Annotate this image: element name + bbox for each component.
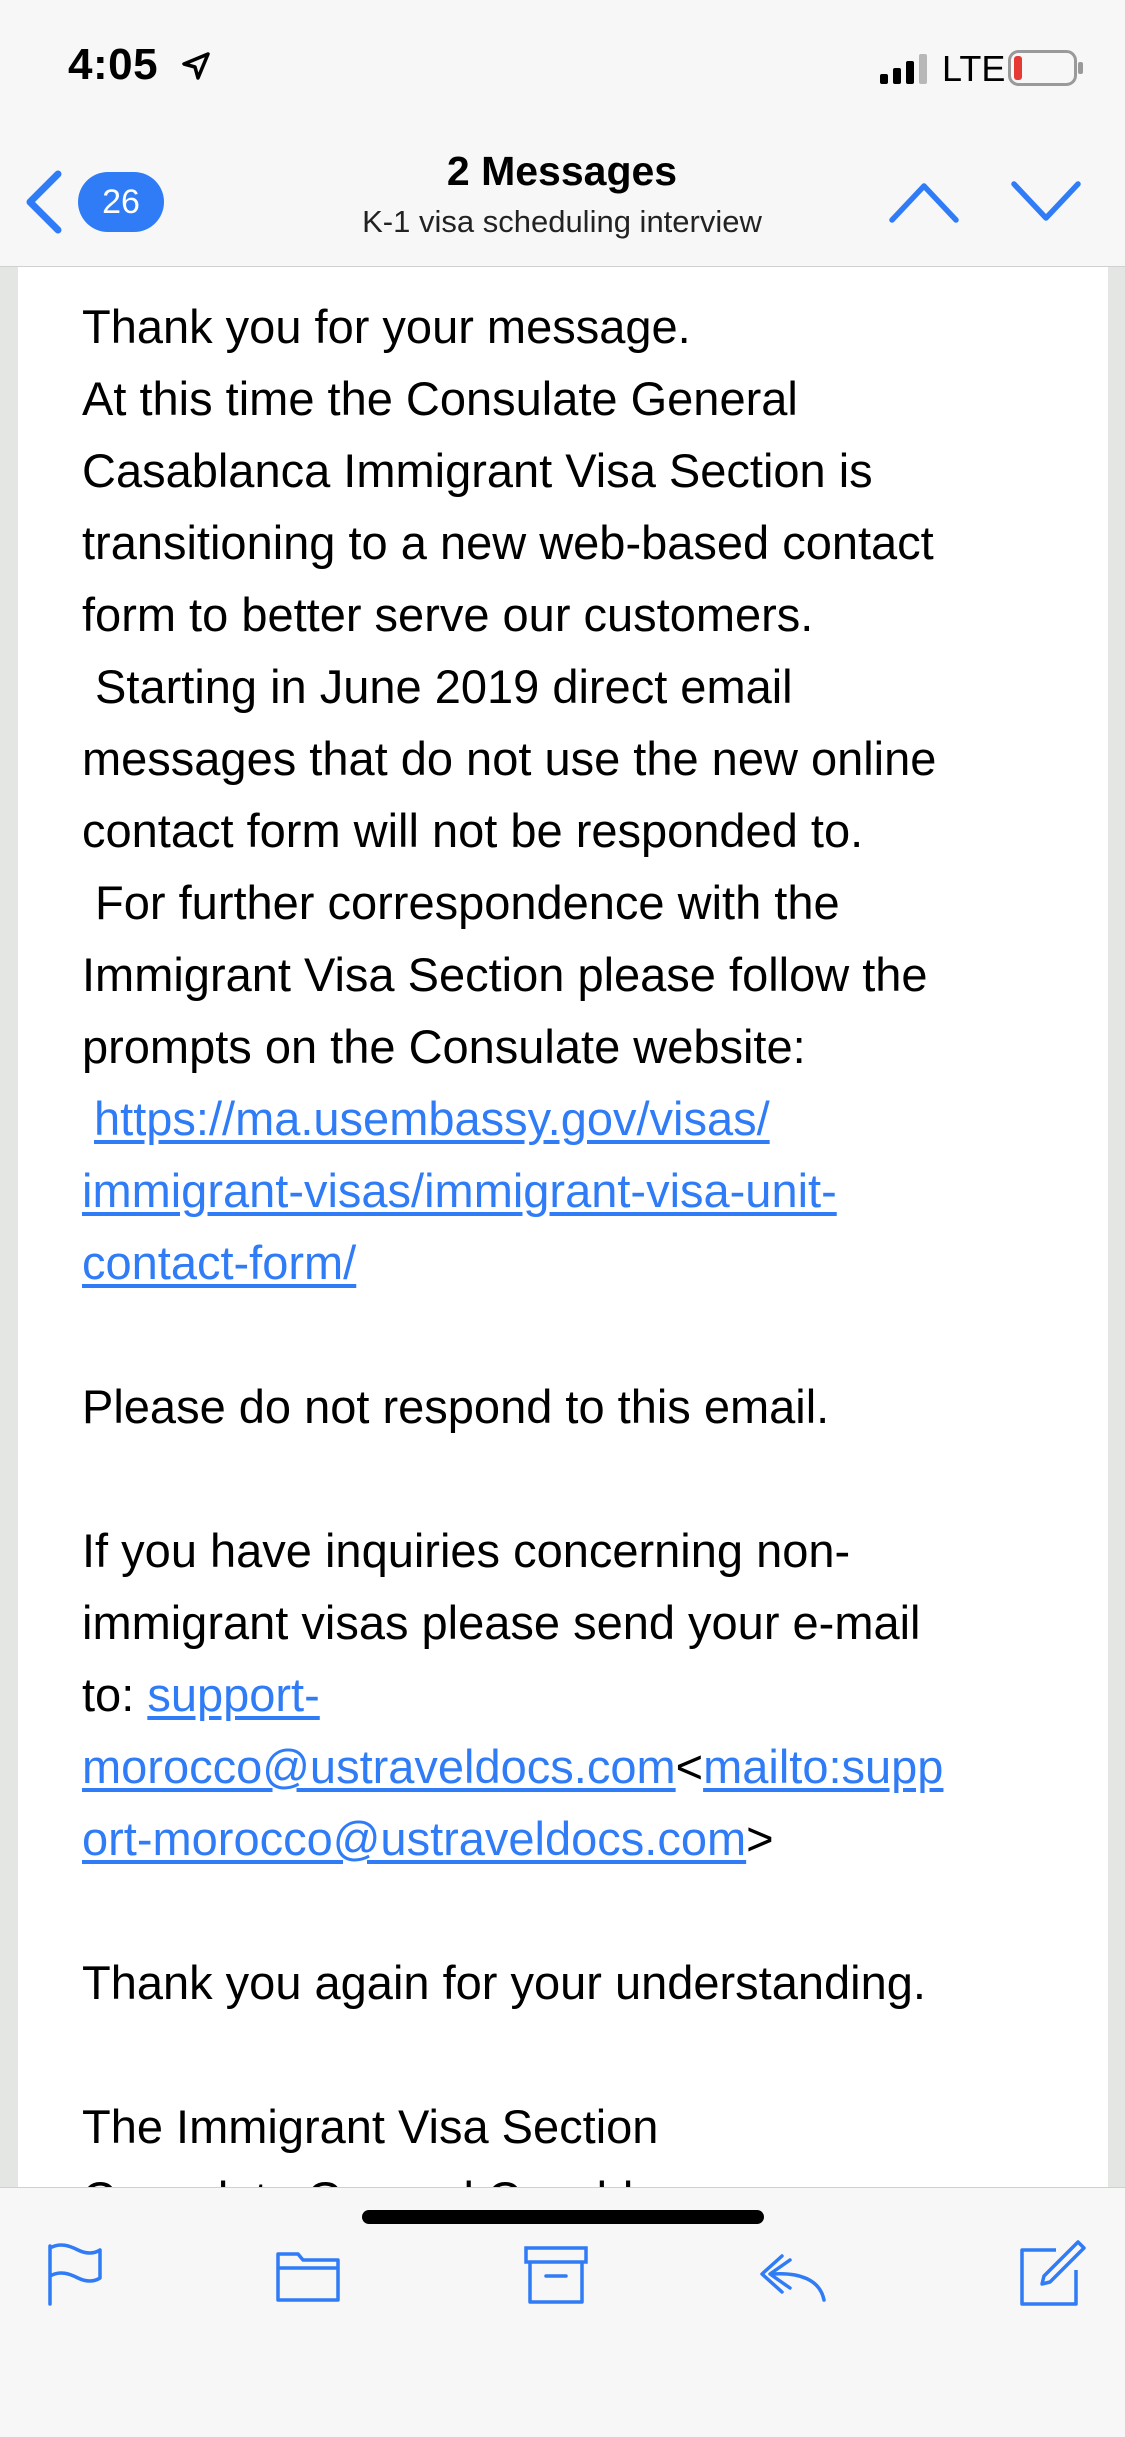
contact-form-link-line: [82, 1155, 1072, 1227]
next-message-icon[interactable]: [1010, 178, 1082, 226]
message-line: At this time the Consulate General: [82, 372, 798, 425]
message-line: [82, 1731, 1072, 1803]
contact-form-link-line: [82, 1227, 1072, 1299]
bottom-toolbar: [0, 2187, 1125, 2437]
network-label: LTE: [942, 48, 1006, 89]
message-line: Casablanca Immigrant Visa Section is: [82, 444, 873, 497]
message-text: to:: [82, 1668, 148, 1721]
signature-line: The Immigrant Visa Section: [82, 2100, 659, 2153]
message-line: If you have inquiries concerning non-: [82, 1524, 851, 1577]
message-line: prompts on the Consulate website:: [82, 1020, 806, 1073]
reply-icon[interactable]: [756, 2238, 828, 2310]
flag-icon[interactable]: [38, 2238, 110, 2310]
message-card[interactable]: [18, 267, 1108, 2187]
blank-line: [82, 1875, 1072, 1947]
contact-form-link-line: [82, 1083, 1072, 1155]
location-arrow-icon: [180, 50, 212, 82]
thread-title: 2 Messages: [446, 148, 678, 194]
support-email-link[interactable]: support-: [147, 1668, 320, 1721]
compose-icon[interactable]: [1016, 2238, 1088, 2310]
support-email-link[interactable]: morocco@ustraveldocs.com: [82, 1740, 676, 1793]
angle-bracket-close: >: [746, 1812, 774, 1865]
status-bar: [0, 0, 1125, 132]
blank-line: [82, 2019, 1072, 2091]
message-line: messages that do not use the new online: [82, 732, 937, 785]
blank-line: [82, 1299, 1072, 1371]
blank-line: [82, 1443, 1072, 1515]
thread-subject: K-1 visa scheduling interview: [362, 204, 762, 239]
status-time: 4:05: [68, 40, 159, 89]
back-chevron-icon[interactable]: [22, 170, 66, 234]
message-line: immigrant visas please send your e-mail: [82, 1596, 921, 1649]
message-line: [82, 1803, 1072, 1875]
message-line: For further correspondence with the: [82, 876, 840, 929]
message-line: Thank you for your message.: [82, 300, 691, 353]
message-line: Starting in June 2019 direct email: [82, 660, 793, 713]
message-body: [82, 291, 1072, 2235]
contact-form-link[interactable]: contact-form/: [82, 1236, 357, 1289]
message-line: Immigrant Visa Section please follow the: [82, 948, 928, 1001]
contact-form-link[interactable]: immigrant-visas/immigrant-visa-unit-: [82, 1164, 837, 1217]
unread-count-badge[interactable]: 26: [78, 172, 164, 232]
home-indicator[interactable]: [362, 2210, 764, 2224]
battery-low-icon: [1008, 50, 1084, 86]
angle-bracket-open: <: [675, 1740, 704, 1793]
mailto-link[interactable]: mailto:supp: [703, 1740, 944, 1793]
message-line: [82, 1659, 1072, 1731]
signal-bars-icon: [880, 54, 930, 84]
message-line: form to better serve our customers.: [82, 588, 814, 641]
message-line: Thank you again for your understanding.: [82, 1956, 926, 2009]
contact-form-link[interactable]: https://ma.usembassy.gov/visas/: [94, 1092, 770, 1145]
nav-bar: [0, 132, 1125, 267]
message-line: transitioning to a new web-based contact: [82, 516, 934, 569]
message-line: Please do not respond to this email.: [82, 1380, 830, 1433]
message-line: contact form will not be responded to.: [82, 804, 864, 857]
message-area: [0, 267, 1125, 2187]
previous-message-icon[interactable]: [888, 178, 960, 226]
mailto-link[interactable]: ort-morocco@ustraveldocs.com: [82, 1812, 747, 1865]
folder-icon[interactable]: [272, 2238, 344, 2310]
archive-icon[interactable]: [520, 2238, 592, 2310]
